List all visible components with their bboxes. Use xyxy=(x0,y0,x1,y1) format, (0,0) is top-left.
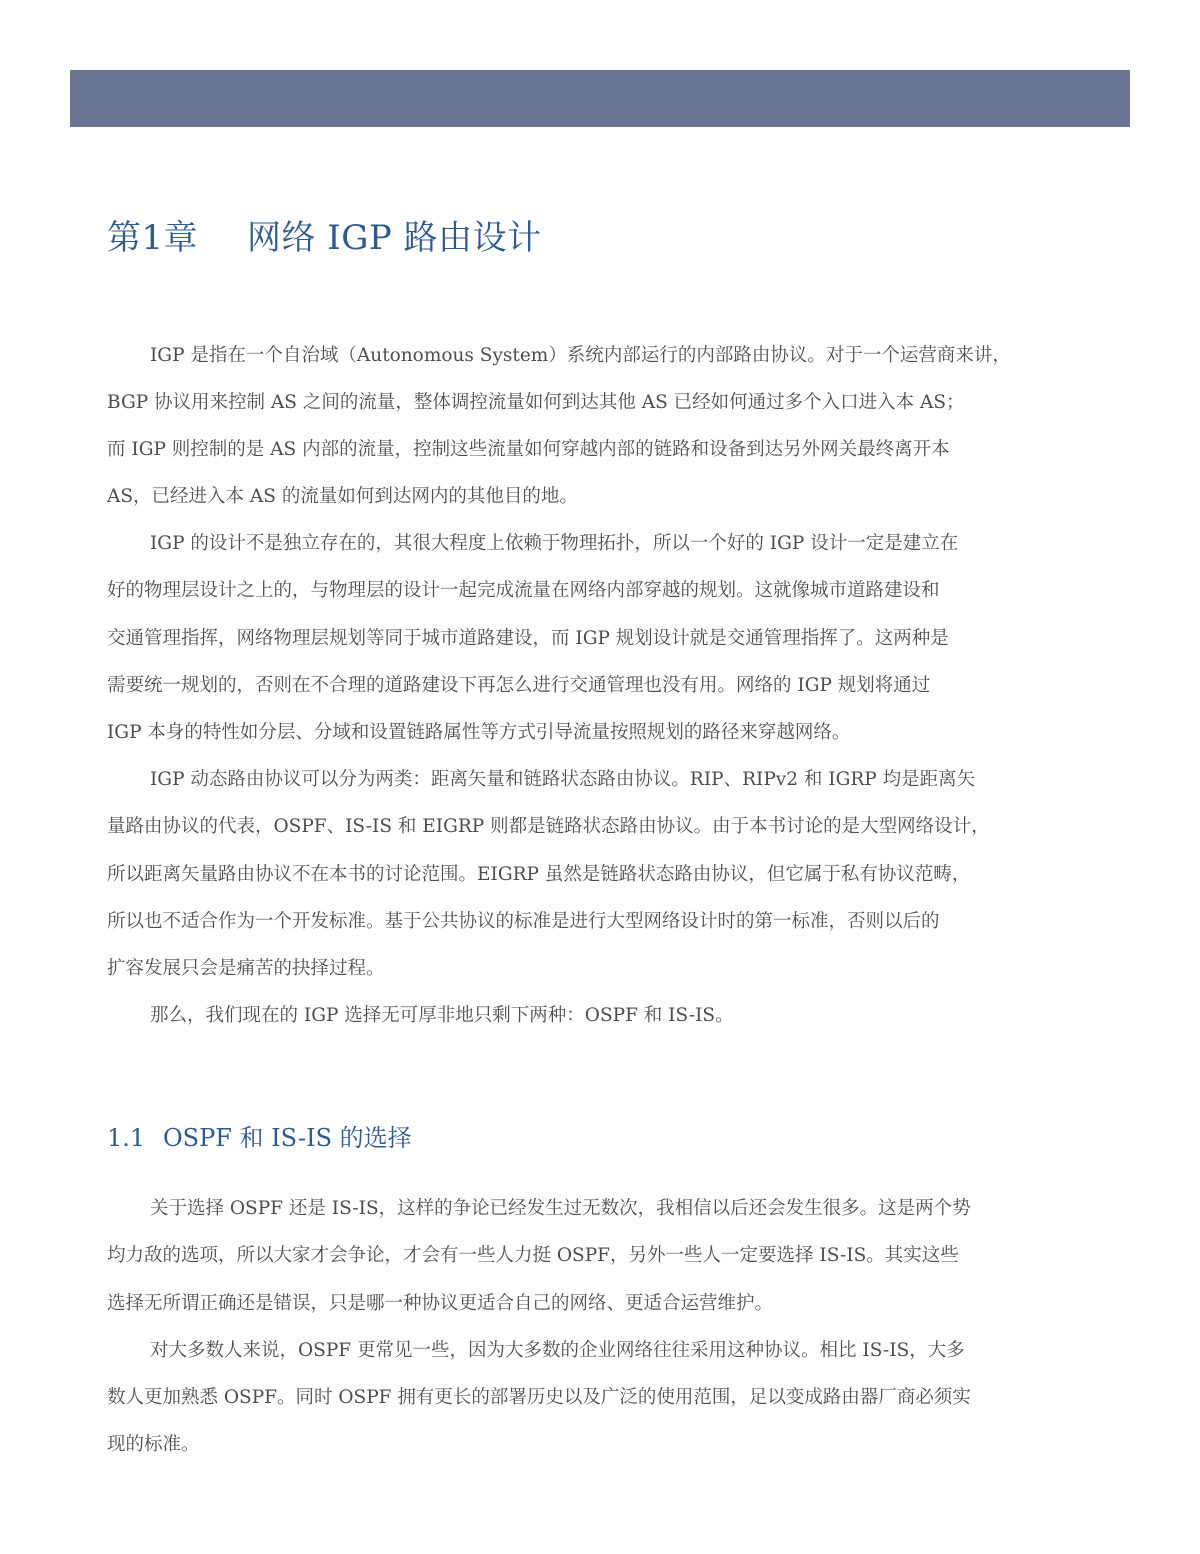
paragraph-line: 关于选择 OSPF 还是 IS-IS，这样的争论已经发生过无数次，我相信以后还会发生很多。这是两个势 xyxy=(150,1198,971,1219)
section-title-text: OSPF 和 IS-IS 的选择 xyxy=(163,1124,412,1152)
paragraph-line: 数人更加熟悉 OSPF。同时 OSPF 拥有更长的部署历史以及广泛的使用范围，足以变成路由器厂商必须实 xyxy=(107,1387,971,1408)
paragraph-line: 而 IGP 则控制的是 AS 内部的流量，控制这些流量如何穿越内部的链路和设备到达另外网关最终离开本 xyxy=(107,439,950,460)
chapter-heading xyxy=(107,210,542,259)
paragraph-line: 所以距离矢量路由协议不在本书的讨论范围。EIGRP 虽然是链路状态路由协议，但它属于私有协议范畴， xyxy=(107,864,971,885)
section-number: 1.1 xyxy=(107,1124,146,1152)
paragraph-line: IGP 是指在一个自治域（Autonomous System）系统内部运行的内部路由协议。对于一个运营商来讲， xyxy=(150,345,1011,366)
paragraph-line: 需要统一规划的，否则在不合理的道路建设下再怎么进行交通管理也没有用。网络的 IGP 规划将通过 xyxy=(107,675,931,696)
paragraph-line: AS，已经进入本 AS 的流量如何到达网内的其他目的地。 xyxy=(107,486,578,507)
paragraph-line: 均力敌的选项，所以大家才会争论，才会有一些人力挺 OSPF，另外一些人一定要选择 IS-IS。其实这些 xyxy=(107,1245,959,1266)
paragraph-line: 好的物理层设计之上的，与物理层的设计一起完成流量在网络内部穿越的规划。这就像城市道路建设和 xyxy=(107,580,940,601)
section-heading xyxy=(107,1118,412,1153)
paragraph-line: IGP 本身的特性如分层、分域和设置链路属性等方式引导流量按照规划的路径来穿越网络。 xyxy=(107,722,851,743)
paragraph-line: IGP 的设计不是独立存在的，其很大程度上依赖于物理拓扑，所以一个好的 IGP 设计一定是建立在 xyxy=(150,533,959,554)
paragraph-line: 选择无所谓正确还是错误，只是哪一种协议更适合自己的网络、更适合运营维护。 xyxy=(107,1293,774,1314)
paragraph-line: BGP 协议用来控制 AS 之间的流量，整体调控流量如何到达其他 AS 已经如何通过多个入口进入本 AS； xyxy=(107,392,965,413)
paragraph-line: 扩容发展只会是痛苦的抉择过程。 xyxy=(107,958,385,979)
paragraph-line: 那么，我们现在的 IGP 选择无可厚非地只剩下两种：OSPF 和 IS-IS。 xyxy=(150,1005,734,1026)
paragraph-line: 现的标准。 xyxy=(107,1434,200,1455)
paragraph-line: 所以也不适合作为一个开发标准。基于公共协议的标准是进行大型网络设计时的第一标准，否则以后的 xyxy=(107,911,940,932)
paragraph-line: 交通管理指挥，网络物理层规划等同于城市道路建设，而 IGP 规划设计就是交通管理指挥了。这两种是 xyxy=(107,628,949,649)
chapter-title-text: 网络 IGP 路由设计 xyxy=(247,218,542,258)
paragraph-line: IGP 动态路由协议可以分为两类：距离矢量和链路状态路由协议。RIP、RIPv2 和 IGRP 均是距离矢 xyxy=(150,769,976,790)
header-band xyxy=(70,70,1130,127)
chapter-number: 第1章 xyxy=(107,218,199,258)
paragraph-line: 对大多数人来说，OSPF 更常见一些，因为大多数的企业网络往往采用这种协议。相比 IS-IS，大多 xyxy=(150,1340,965,1361)
paragraph-line: 量路由协议的代表，OSPF、IS-IS 和 EIGRP 则都是链路状态路由协议。由于本书讨论的是大型网络设计， xyxy=(107,816,990,837)
